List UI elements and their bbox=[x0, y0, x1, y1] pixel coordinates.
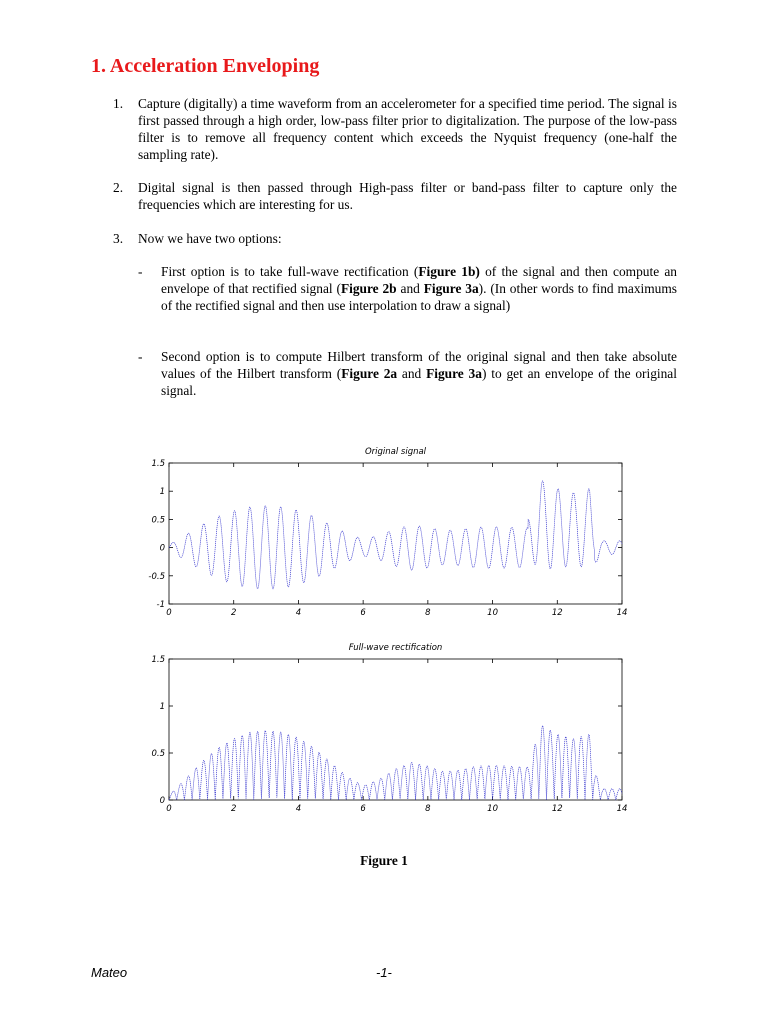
full-wave-rectification-plot bbox=[151, 643, 627, 814]
step-text: Digital signal is then passed through High-pass filter or band-pass filter to capture only the frequencies which are interesting for us. bbox=[138, 180, 677, 212]
original-signal-xtick-label: 2 bbox=[231, 608, 237, 618]
figure-reference: Figure 2b bbox=[340, 280, 397, 296]
full-wave-rectification-title: Full-wave rectification bbox=[348, 643, 443, 653]
step-text: Now we have two options: bbox=[138, 231, 282, 246]
step-number: 1. bbox=[113, 96, 124, 111]
original-signal-plot bbox=[148, 447, 627, 618]
full-wave-rectification-ytick-label: 1 bbox=[159, 702, 165, 712]
step-number: 3. bbox=[113, 231, 124, 246]
original-signal-ytick-label: 1.5 bbox=[151, 459, 165, 469]
full-wave-rectification-xtick-label: 4 bbox=[295, 804, 302, 814]
full-wave-rectification-series-line bbox=[169, 726, 622, 800]
full-wave-rectification-xtick-label: 8 bbox=[425, 804, 431, 814]
original-signal-xtick-label: 12 bbox=[551, 608, 563, 618]
original-signal-ytick-label: 0.5 bbox=[151, 515, 165, 526]
full-wave-rectification-xtick-label: 0 bbox=[166, 804, 172, 814]
original-signal-xtick-label: 8 bbox=[425, 608, 431, 618]
full-wave-rectification-ytick-label: 1.5 bbox=[151, 655, 165, 665]
full-wave-rectification-xtick-label: 2 bbox=[231, 804, 237, 814]
option-dash: - bbox=[138, 349, 143, 364]
footer-author: Mateo bbox=[91, 965, 128, 980]
step-number: 2. bbox=[113, 180, 124, 195]
original-signal-xtick-label: 10 bbox=[487, 608, 498, 618]
full-wave-rectification-ytick-label: 0 bbox=[159, 796, 165, 806]
original-signal-xtick-label: 4 bbox=[295, 608, 302, 618]
figure-caption: Figure 1 bbox=[360, 853, 408, 868]
original-signal-axes-frame bbox=[169, 463, 622, 604]
full-wave-rectification-ytick-label: 0.5 bbox=[151, 749, 165, 759]
figure-reference: Figure 1b) bbox=[418, 264, 480, 279]
full-wave-rectification-xtick-label: 14 bbox=[616, 804, 628, 814]
original-signal-xtick-label: 0 bbox=[166, 608, 172, 618]
full-wave-rectification-axes-frame bbox=[169, 659, 622, 800]
option-second-text: Second option is to compute Hilbert transform of the original signal and then take absolute values of the Hilbert transform (Figure 2a and Figure 3a) to get an envelope of the original signal. bbox=[161, 349, 677, 398]
figure-reference: Figure 3a bbox=[426, 365, 482, 381]
section-heading: 1. Acceleration Enveloping bbox=[91, 55, 320, 77]
original-signal-ytick-label: -1 bbox=[156, 600, 165, 610]
original-signal-xtick-label: 14 bbox=[616, 608, 628, 618]
original-signal-ytick-label: 0 bbox=[159, 543, 165, 554]
original-signal-ytick-label: 1 bbox=[159, 487, 165, 498]
step-text: Capture (digitally) a time waveform from an accelerometer for a specified time period. The signal is first passed through a high order, low-pass filter prior to digitalization. The purpose of the low-pass filter is to remove all frequency content which exceeds the Nyquist frequency (one-half the sampling rate). bbox=[138, 96, 677, 162]
footer-page-number: -1- bbox=[376, 965, 392, 980]
original-signal-ytick-label: -0.5 bbox=[148, 571, 165, 582]
full-wave-rectification-xtick-label: 10 bbox=[487, 804, 498, 814]
original-signal-title: Original signal bbox=[364, 447, 427, 457]
original-signal-xtick-label: 6 bbox=[360, 608, 366, 618]
original-signal-series-line bbox=[169, 481, 622, 589]
full-wave-rectification-xtick-label: 6 bbox=[360, 804, 366, 814]
figure-reference: Figure 3a bbox=[423, 280, 479, 296]
full-wave-rectification-xtick-label: 12 bbox=[551, 804, 563, 814]
option-dash: - bbox=[138, 264, 143, 279]
option-first-text: First option is to take full-wave rectification (Figure 1b) of the signal and then compute an envelope of that rectified signal (Figure 2b and Figure 3a). (In other words to find maximums of the rectified signal and then use interpolation to draw a signal) bbox=[161, 264, 677, 313]
figure-reference: Figure 2a bbox=[341, 365, 398, 381]
